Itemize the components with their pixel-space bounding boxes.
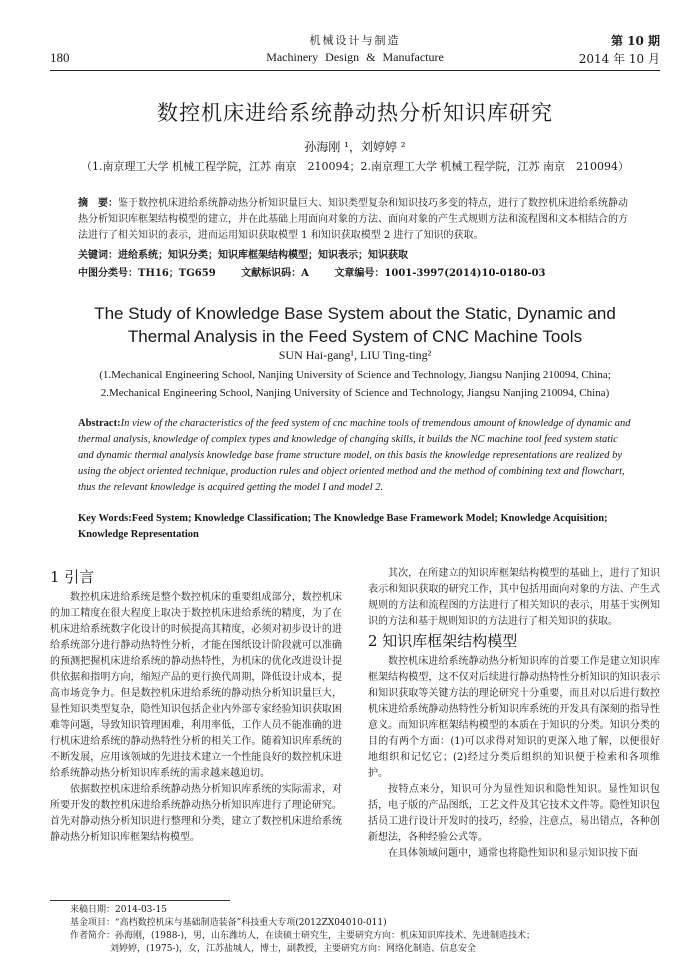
section-1-heading: 1 引言 (50, 568, 95, 586)
abstract-cn (78, 196, 634, 244)
authors-cn: 孙海刚 ¹，刘婷婷 ² (304, 140, 406, 154)
keywords-cn: 关键词：进给系统；知识分类；知识库框架结构模型；知识表示；知识获取 (78, 250, 408, 261)
section-2-paragraph-1: 数控机床进给系统静动热分析知识库的首要工作是建立知识库框架结构模型，这不仅对后续进行静动热特性分析知识的知识表示和知识获取等关键方法的理论研究十分重要，而且对以后进行数控机床进给系统静动热特性分析知识库系统的开发具有深刻的指导性意义。而知识库框架结构模型的本质在于知识的分类。知识分类的目的有两个方面：(1)可以求得对知识的更深入地了解，以便很好地组织和记忆它；(2)经过分类后组织的知识便于检索和各项维护。 (368, 656, 660, 779)
affiliation-en-line1: (1.Mechanical Engineering School, Nanjing University of Science and Technology, Jiangsu Nanjing 210094, China; (99, 369, 611, 381)
keywords-en: Key Words:Feed System; Knowledge Classification; The Knowledge Base Framework Model; Knowledge Acquisition; Knowledge Representation (78, 513, 608, 540)
issue-number: 第 10 期 (610, 34, 660, 48)
journal-name-cn: 机械设计与制造 (309, 34, 401, 47)
section-1-paragraph-3: 其次，在所建立的知识库框架结构模型的基础上，进行了知识表示和知识获取的研究工作，其中包括用面向对象的方法、产生式规则的方法和流程图的方法进行了相关知识的表示，用基于实例知识的方法和基于规则知识的方法进行了相关知识的获取。 (368, 568, 660, 627)
article-number: 文章编号：1001-3997(2014)10-0180-03 (334, 268, 546, 279)
affiliation-cn: （1.南京理工大学 机械工程学院，江苏 南京 210094；2.南京理工大学 机械工程学院，江苏 南京 210094） (81, 160, 629, 173)
section-2-paragraph-3: 在具体领域问题中，通常也将隐性知识和显示知识按下面 (388, 848, 638, 859)
affiliation-en (50, 366, 660, 402)
header-rule (50, 70, 660, 71)
body-column-left (50, 566, 342, 846)
document-code: 文献标识码：A (241, 268, 309, 279)
paper-title-en (50, 302, 660, 348)
section-2-paragraph-2: 按特点来分，知识可分为显性知识和隐性知识。显性知识包括，电子版的产品图纸，工艺文件及其它技术文件等。隐性知识包括员工进行设计开发时的技巧，经验，注意点，易出错点，各种创新想法，各种经验公式等。 (368, 784, 660, 843)
footnote-bio-2: 刘婷婷，(1975-)，女，江苏盐城人，博士，副教授，主要研究方向：网络化制造、信息安全 (110, 944, 476, 954)
footnotes (70, 904, 660, 956)
page-number: 180 (50, 50, 70, 65)
affiliation-en-line2: 2.Mechanical Engineering School, Nanjing University of Science and Technology, Jiangsu Nanjing 210094, China) (100, 387, 610, 399)
issue-date: 2014 年 10 月 (578, 52, 660, 66)
clc-number: 中图分类号：TH16；TG659 (78, 268, 216, 279)
journal-name-en: Machinery Design & Manufacture (266, 50, 444, 64)
body-column-right (368, 566, 660, 862)
classification-cn (78, 264, 634, 279)
paper-title-en-line2: Thermal Analysis in the Feed System of CNC Machine Tools (127, 327, 583, 346)
section-1-paragraph-2: 依据数控机床进给系统静动热分析知识库系统的实际需求，对所要开发的数控机床进给系统静动热分析知识库进行了理论研究。首先对静动热分析知识进行整理和分类，建立了数控机床进给系统静动热分析知识库框架结构模型。 (50, 784, 342, 843)
footnote-received: 来稿日期：2014-03-15 (70, 905, 167, 915)
footnote-fund: 基金项目：“高档数控机床与基础制造装备”科技重大专项(2012ZX04010-011) (70, 918, 387, 928)
section-1-paragraph-1: 数控机床进给系统是整个数控机床的重要组成部分，数控机床的加工精度在很大程度上取决于数控机床进给系统的精度，为了在机床进给系统数字化设计的时候提高其精度，必须对初步设计的进给系统部分进行静动热特性分析，才能在图纸设计阶段就可以准确的预测把握机床进给系统的静动热特性，为机床的优化改进设计提供依据和指明方向，缩短产品的更行换代周期，降低设计成本，提高市场竞争力。但是数控机床进给系统的静动热分析知识量巨大，显性知识类型复杂，隐性知识包括企业内外部专家经验知识获取困难等问题，导致知识管理困难，利用率低，工作人员不能准确的进行机床进给系统的静动热特性分析的相关工作。随着知识库系统的不断发展，应用该领域的先进技术建立一个性能良好的数控机床进给系统静动热分析知识库系统的需求越来越迫切。 (50, 592, 342, 779)
paper-title-cn: 数控机床进给系统静动热分析知识库研究 (157, 101, 553, 125)
authors-en: SUN Hai-gang¹, LIU Ting-ting² (278, 348, 432, 362)
abstract-cn-text: 鉴于数控机床进给系统静动热分析知识量巨大、知识类型复杂和知识技巧多变的特点，进行了数控机床进给系统静动热分析知识库框架结构模型的建立，并在此基础上用面向对象的方法、面向对象的产生式规则方法和流程图和文本相结合的方法进行了相关知识的表示，进而运用知识获取模型 1 和知识获取模型 2 进行了知识的获取。 (78, 198, 628, 241)
section-2-heading: 2 知识库框架结构模型 (368, 632, 518, 650)
footnote-rule (50, 900, 230, 901)
abstract-en-text: In view of the characteristics of the feed system of cnc machine tools of tremendous amount of knowledge of dynamic and thermal analysis, knowledge of complex types and knowledge of changing skills, it builds the NC machine tool feed system static and dynamic thermal analysis knowledge base frame structure model, on this basis the knowledge representations are realized by using the object oriented technique, production rules and object oriented method and the method of combining text and flowchart, thus the relevant knowledge is acquired getting the model I and model 2. (78, 418, 631, 493)
paper-title-en-line1: The Study of Knowledge Base System about the Static, Dynamic and (94, 304, 616, 323)
footnote-bio-1: 作者简介：孙海刚，(1988-)，男，山东潍坊人，在读硕士研究生，主要研究方向：机床知识库技术、先进制造技术； (70, 931, 535, 941)
abstract-cn-label: 摘 要： (78, 198, 118, 209)
abstract-en (78, 416, 634, 496)
abstract-en-label: Abstract: (78, 418, 121, 429)
running-header (50, 30, 660, 72)
